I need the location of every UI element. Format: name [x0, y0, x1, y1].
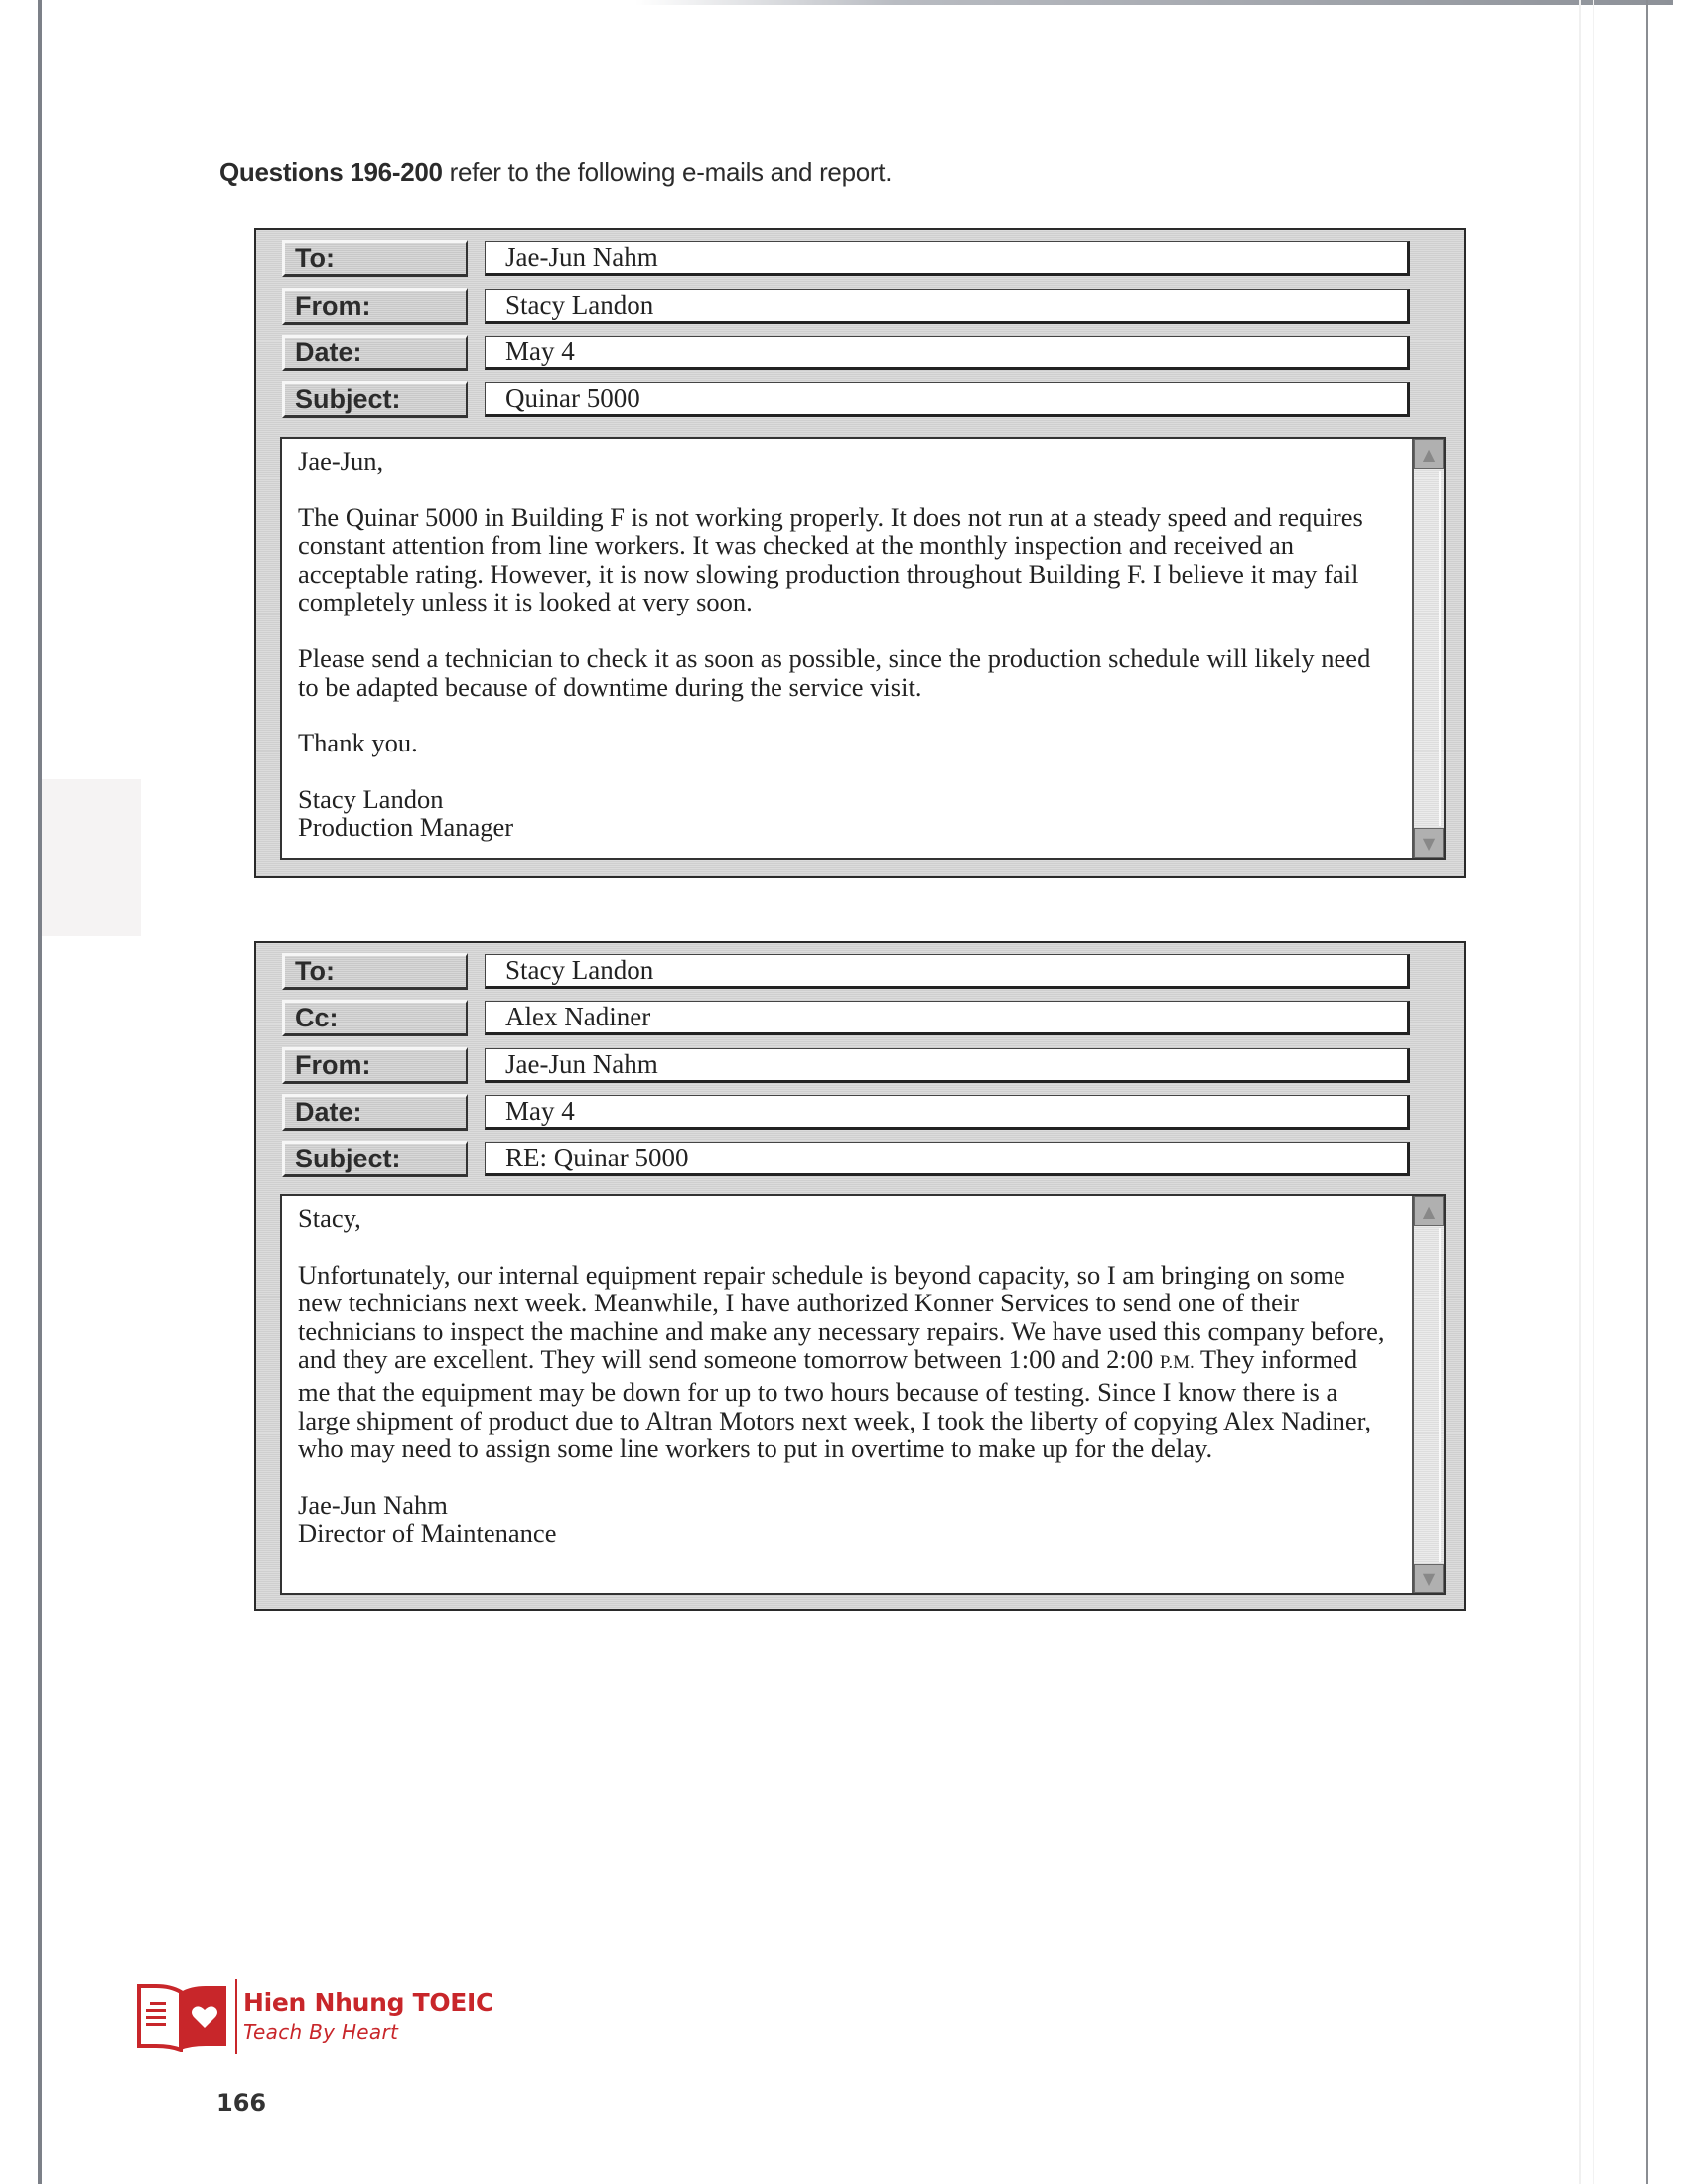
greeting: Stacy,	[298, 1203, 361, 1233]
page-right-edge	[1646, 0, 1648, 2184]
questions-heading	[219, 157, 892, 188]
header-row-cc	[282, 1000, 1434, 1037]
date-field[interactable]: May 4	[485, 1095, 1410, 1130]
to-field[interactable]: Jae-Jun Nahm	[485, 241, 1410, 276]
header-row-to	[282, 953, 1434, 991]
brand-name: Hien Nhung TOEIC	[243, 1988, 494, 2017]
signature-title: Director of Maintenance	[298, 1518, 557, 1549]
greeting: Jae-Jun,	[298, 446, 384, 476]
email-body-text	[298, 1204, 1392, 1548]
cc-field[interactable]: Alex Nadiner	[485, 1001, 1410, 1035]
from-field[interactable]: Stacy Landon	[485, 289, 1410, 324]
signature-name: Stacy Landon	[298, 783, 444, 814]
email-body[interactable]	[280, 1194, 1446, 1595]
date-label: Date:	[282, 1094, 468, 1131]
subject-label: Subject:	[282, 381, 468, 418]
top-scan-edge	[635, 0, 1673, 5]
question-range: Questions 196-200	[219, 157, 443, 187]
page-edge-line	[1593, 0, 1594, 2184]
body-paragraph: Please send a technician to check it as soon as possible, since the production schedule will likely need to be adapted because of downtime during the service visit.	[298, 642, 1371, 702]
header-row-from	[282, 1047, 1434, 1085]
time-suffix: P.M.	[1159, 1352, 1195, 1374]
closing: Thank you.	[298, 728, 418, 758]
signature-title: Production Manager	[298, 812, 514, 843]
header-row-to	[282, 240, 1434, 278]
scroll-up-arrow-icon[interactable]: ▲	[1414, 1196, 1444, 1226]
vertical-scrollbar[interactable]	[1412, 1196, 1444, 1593]
from-label: From:	[282, 1047, 468, 1084]
header-row-from	[282, 288, 1434, 326]
email-body[interactable]	[280, 437, 1446, 860]
vertical-scrollbar[interactable]	[1412, 439, 1444, 858]
signature-name: Jae-Jun Nahm	[298, 1489, 448, 1520]
scroll-up-arrow-icon[interactable]: ▲	[1414, 439, 1444, 469]
email-body-text	[298, 447, 1392, 842]
subject-field[interactable]: Quinar 5000	[485, 382, 1410, 417]
scroll-track	[1439, 1228, 1441, 1562]
heading-text: refer to the following e-mails and report.	[442, 157, 893, 187]
header-row-date	[282, 1094, 1434, 1132]
scroll-down-arrow-icon[interactable]: ▼	[1414, 1564, 1444, 1593]
body-text-part: Unfortunately, our internal equipment repair schedule is beyond capacity, so I am bringing on some new technicians next week. Meanwhile, I have authorized Konner Services to send one of their technicians to inspect the machine and make any necessary repairs. We have used this company before, and they are excellent. They will send someone tomorrow between 1:00 and 2:00	[298, 1259, 1385, 1375]
scroll-down-arrow-icon[interactable]: ▼	[1414, 828, 1444, 858]
header-row-date	[282, 335, 1434, 372]
page-number: 166	[216, 2089, 267, 2116]
open-book-heart-icon	[136, 1980, 229, 2052]
brand-logo	[136, 1979, 553, 2058]
scan-artifact	[42, 779, 141, 936]
email-window-1	[254, 228, 1466, 878]
to-field[interactable]: Stacy Landon	[485, 954, 1410, 989]
date-label: Date:	[282, 335, 468, 371]
scroll-track	[1439, 471, 1441, 826]
body-text-part: They informed me that the equipment may be down for up to two hours because of testing. Since I know there is a large shipment of product due to Altran Motors next week, I took the liberty of copying Alex Nadiner, who may need to assign some line workers to put in overtime to make up for the delay.	[298, 1344, 1372, 1464]
to-label: To:	[282, 953, 468, 990]
subject-label: Subject:	[282, 1141, 468, 1177]
page-binding-edge	[38, 0, 42, 2184]
email-window-2	[254, 941, 1466, 1611]
body-paragraph: The Quinar 5000 in Building F is not working properly. It does not run at a steady speed and requires constant attention from line workers. It was checked at the monthly inspection and received an acceptable rating. However, it is now slowing production throughout Building F. I believe it may fail completely unless it is looked at very soon.	[298, 501, 1363, 617]
page-edge-line	[1579, 0, 1581, 2184]
brand-tagline: Teach By Heart	[243, 2020, 399, 2044]
header-row-subject	[282, 381, 1434, 419]
date-field[interactable]: May 4	[485, 336, 1410, 370]
cc-label: Cc:	[282, 1000, 468, 1036]
body-paragraph	[298, 1261, 1392, 1463]
from-field[interactable]: Jae-Jun Nahm	[485, 1048, 1410, 1083]
subject-field[interactable]: RE: Quinar 5000	[485, 1142, 1410, 1176]
header-row-subject	[282, 1141, 1434, 1178]
from-label: From:	[282, 288, 468, 325]
logo-divider	[235, 1979, 237, 2054]
to-label: To:	[282, 240, 468, 277]
